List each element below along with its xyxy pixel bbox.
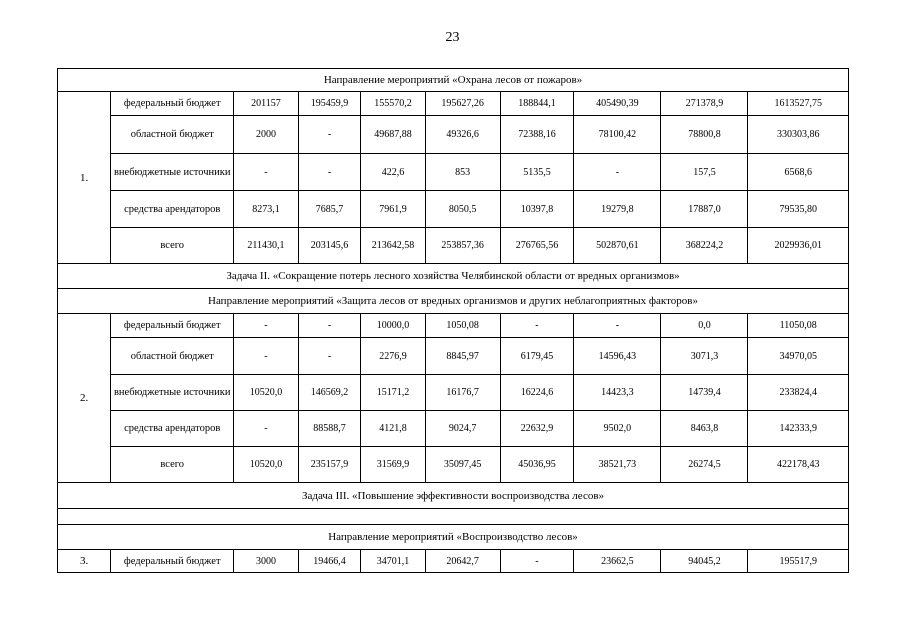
table-row <box>58 228 849 264</box>
value-cell: - <box>234 338 299 375</box>
section-heading-row <box>58 483 849 509</box>
value-cell: 253857,36 <box>425 228 500 264</box>
table-row <box>58 92 849 116</box>
value-cell: 6179,45 <box>500 338 574 375</box>
value-cell: 10520,0 <box>234 375 299 411</box>
value-cell: 22632,9 <box>500 411 574 447</box>
table-row <box>58 411 849 447</box>
table-row <box>58 191 849 228</box>
value-cell: 1050,08 <box>425 314 500 338</box>
table-row <box>58 314 849 338</box>
value-cell: 146569,2 <box>298 375 360 411</box>
value-cell: 6568,6 <box>748 154 849 191</box>
section-heading-row <box>58 525 849 550</box>
funding-source: внебюджетные источники <box>111 154 234 191</box>
section-heading-row <box>58 509 849 525</box>
value-cell: 20642,7 <box>425 550 500 573</box>
value-cell: 213642,58 <box>361 228 426 264</box>
value-cell: 7961,9 <box>361 191 426 228</box>
funding-source: внебюджетные источники <box>111 375 234 411</box>
table-row <box>58 375 849 411</box>
table-row <box>58 116 849 154</box>
section-heading <box>58 509 849 525</box>
value-cell: 330303,86 <box>748 116 849 154</box>
value-cell: 8273,1 <box>234 191 299 228</box>
value-cell: 422178,43 <box>748 447 849 483</box>
value-cell: 11050,08 <box>748 314 849 338</box>
funding-source: областной бюджет <box>111 116 234 154</box>
value-cell: 2000 <box>234 116 299 154</box>
value-cell: 8463,8 <box>661 411 748 447</box>
value-cell: 16224,6 <box>500 375 574 411</box>
value-cell: 16176,7 <box>425 375 500 411</box>
value-cell: 31569,9 <box>361 447 426 483</box>
page-number: 23 <box>445 30 460 45</box>
value-cell: 78800,8 <box>661 116 748 154</box>
value-cell: 10000,0 <box>361 314 426 338</box>
value-cell: 8050,5 <box>425 191 500 228</box>
value-cell: 7685,7 <box>298 191 360 228</box>
section-heading-row <box>58 69 849 92</box>
value-cell: 10520,0 <box>234 447 299 483</box>
value-cell: 368224,2 <box>661 228 748 264</box>
budget-table <box>57 68 849 573</box>
value-cell: 188844,1 <box>500 92 574 116</box>
value-cell: - <box>234 314 299 338</box>
value-cell: 14596,43 <box>574 338 661 375</box>
value-cell: 34970,05 <box>748 338 849 375</box>
funding-source: средства арендаторов <box>111 411 234 447</box>
section-heading: Задача III. «Повышение эффективности воспроизводства лесов» <box>58 483 849 509</box>
value-cell: 78100,42 <box>574 116 661 154</box>
value-cell: - <box>298 116 360 154</box>
value-cell: 195517,9 <box>748 550 849 573</box>
value-cell: 14423,3 <box>574 375 661 411</box>
table-row <box>58 447 849 483</box>
value-cell: 49687,88 <box>361 116 426 154</box>
row-number: 1. <box>58 92 111 264</box>
value-cell: 142333,9 <box>748 411 849 447</box>
value-cell: 10397,8 <box>500 191 574 228</box>
value-cell: 3071,3 <box>661 338 748 375</box>
value-cell: 233824,4 <box>748 375 849 411</box>
value-cell: 235157,9 <box>298 447 360 483</box>
value-cell: 72388,16 <box>500 116 574 154</box>
value-cell: 2276,9 <box>361 338 426 375</box>
value-cell: 23662,5 <box>574 550 661 573</box>
value-cell: 502870,61 <box>574 228 661 264</box>
value-cell: 8845,97 <box>425 338 500 375</box>
value-cell: 5135,5 <box>500 154 574 191</box>
value-cell: 155570,2 <box>361 92 426 116</box>
value-cell: 17887,0 <box>661 191 748 228</box>
value-cell: 88588,7 <box>298 411 360 447</box>
table-row <box>58 154 849 191</box>
row-number: 2. <box>58 314 111 483</box>
value-cell: - <box>500 314 574 338</box>
value-cell: 9024,7 <box>425 411 500 447</box>
value-cell: 4121,8 <box>361 411 426 447</box>
section-heading: Задача II. «Сокращение потерь лесного хозяйства Челябинской области от вредных организмов» <box>58 264 849 289</box>
funding-source: федеральный бюджет <box>111 92 234 116</box>
value-cell: - <box>234 411 299 447</box>
value-cell: 19466,4 <box>298 550 360 573</box>
value-cell: - <box>500 550 574 573</box>
value-cell: 49326,6 <box>425 116 500 154</box>
value-cell: 276765,56 <box>500 228 574 264</box>
value-cell: 853 <box>425 154 500 191</box>
funding-source: всего <box>111 447 234 483</box>
value-cell: 195627,26 <box>425 92 500 116</box>
section-heading: Направление мероприятий «Охрана лесов от пожаров» <box>58 69 849 92</box>
value-cell: 79535,80 <box>748 191 849 228</box>
section-heading-row <box>58 289 849 314</box>
value-cell: 15171,2 <box>361 375 426 411</box>
value-cell: 2029936,01 <box>748 228 849 264</box>
funding-source: областной бюджет <box>111 338 234 375</box>
value-cell: 94045,2 <box>661 550 748 573</box>
funding-source: всего <box>111 228 234 264</box>
value-cell: - <box>234 154 299 191</box>
row-number: 3. <box>58 550 111 573</box>
table-row <box>58 550 849 573</box>
table-row <box>58 338 849 375</box>
value-cell: 35097,45 <box>425 447 500 483</box>
value-cell: 157,5 <box>661 154 748 191</box>
value-cell: 34701,1 <box>361 550 426 573</box>
value-cell: 211430,1 <box>234 228 299 264</box>
value-cell: 422,6 <box>361 154 426 191</box>
value-cell: 201157 <box>234 92 299 116</box>
funding-source: федеральный бюджет <box>111 314 234 338</box>
value-cell: 19279,8 <box>574 191 661 228</box>
value-cell: 203145,6 <box>298 228 360 264</box>
value-cell: 1613527,75 <box>748 92 849 116</box>
value-cell: 271378,9 <box>661 92 748 116</box>
value-cell: 195459,9 <box>298 92 360 116</box>
funding-source: федеральный бюджет <box>111 550 234 573</box>
value-cell: 14739,4 <box>661 375 748 411</box>
value-cell: - <box>298 314 360 338</box>
value-cell: - <box>298 154 360 191</box>
value-cell: 38521,73 <box>574 447 661 483</box>
funding-source: средства арендаторов <box>111 191 234 228</box>
value-cell: 405490,39 <box>574 92 661 116</box>
value-cell: - <box>298 338 360 375</box>
value-cell: 3000 <box>234 550 299 573</box>
value-cell: 45036,95 <box>500 447 574 483</box>
value-cell: 0,0 <box>661 314 748 338</box>
value-cell: 9502,0 <box>574 411 661 447</box>
section-heading: Направление мероприятий «Воспроизводство лесов» <box>58 525 849 550</box>
value-cell: 26274,5 <box>661 447 748 483</box>
section-heading-row <box>58 264 849 289</box>
section-heading: Направление мероприятий «Защита лесов от вредных организмов и других неблагоприятных факторов» <box>58 289 849 314</box>
value-cell: - <box>574 314 661 338</box>
value-cell: - <box>574 154 661 191</box>
